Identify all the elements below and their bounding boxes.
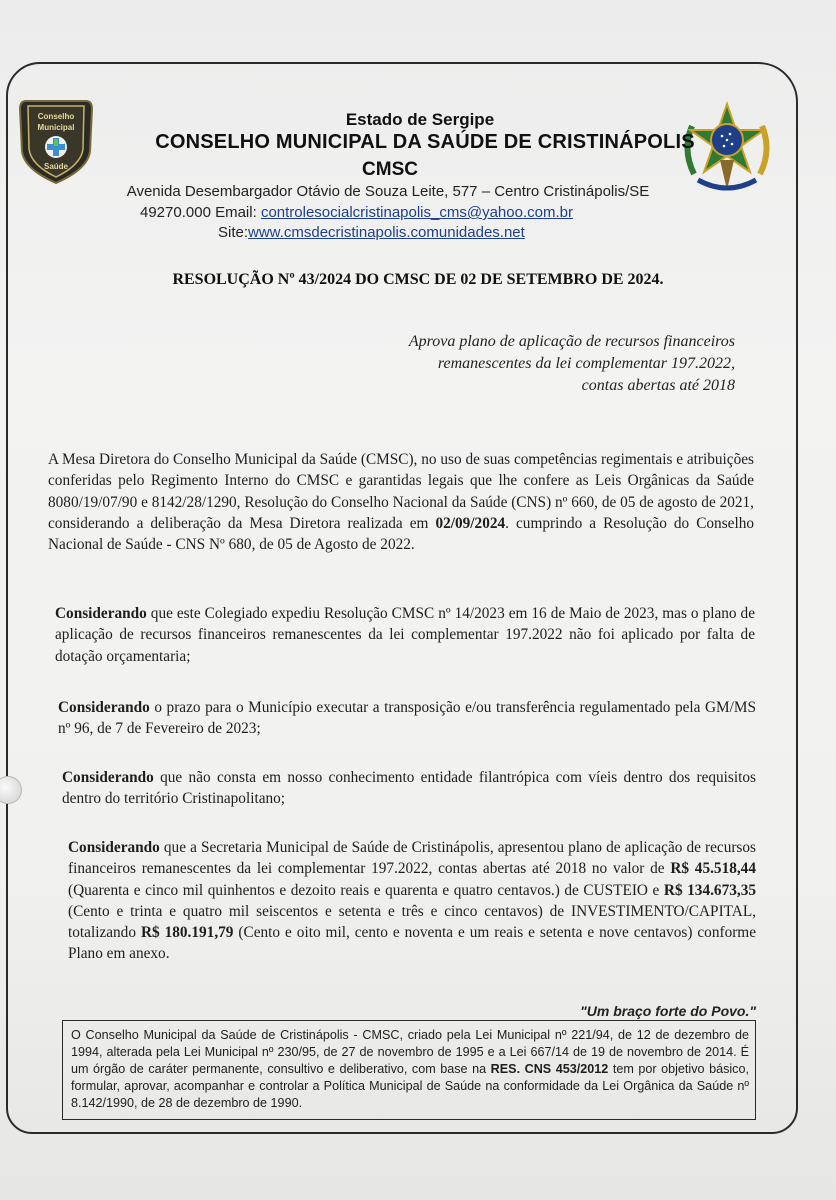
resolution-title: RESOLUÇÃO Nº 43/2024 DO CMSC DE 02 DE SETEMBRO DE 2024. [172,271,664,288]
site-label: Site: [218,224,249,241]
email-link[interactable]: controlesocialcristinapolis_cms@yahoo.com.br [260,204,573,221]
amount-investimento: R$ 134.673,35 [663,881,756,899]
considerando-paragraph-4: Considerando que a Secretaria Municipal de Saúde de Cristinápolis, apresentou plano de aplicação de recursos financeiros remanescentes da lei complementar 197.2022, contas abertas até 2018 no valor de R$ 45.518,44 (Quarenta e cinco mil quinhentos e dezoito reais e quarenta e quatro centavos.) de CUSTEIO e R$ 134.673,35 (Cento e trinta e quatro mil seiscentos e setenta e três e cinco centavos) de INVESTIMENTO/CAPITAL, totalizando R$ 180.191,79 (Cento e oito mil, cento e noventa e um reais e setenta e nove centavos) conforme Plano em anexo. [68,839,756,963]
address-line: Avenida Desembargador Otávio de Souza Leite, 577 – Centro Cristinápolis/SE [126,183,650,200]
badge-text-1: Conselho [37,112,75,121]
council-badge-logo [18,95,94,185]
considerando-paragraph-2: Considerando o prazo para o Município executar a transposição e/ou transferência regulamentado pela GM/MS nº 96, de 7 de Fevereiro de 2023; [58,699,756,738]
site-link[interactable]: www.cmsdecristinapolis.comunidades.net [248,224,525,241]
state-name: Estado de Sergipe [345,110,495,129]
preamble-paragraph: A Mesa Diretora do Conselho Municipal da Saúde (CMSC), no uso de suas competências regimentais e atribuições conferidas pelo Regimento Interno do CMSC e garantidas legais que lhe confere as Leis Orgânicas da Saúde 8080/19/07/90 e 8142/28/1290, Resolução do Conselho Nacional da Saúde (CNS) nº 660, de 05 de agosto de 2021, considerando a deliberação da Mesa Diretora realizada em 02/09/2024. cumprindo a Resolução do Conselho Nacional de Saúde - CNS Nº 680, de 05 de Agosto de 2022. [48,451,754,554]
summary-line: contas abertas até 2018 [581,377,735,394]
footer-box: O Conselho Municipal da Saúde de Cristinápolis - CMSC, criado pela Lei Municipal nº 221/94, de 12 de dezembro de 1994, alterada pela Lei Municipal nº 230/95, de 27 de novembro de 1995 e a Lei 667/14 de 19 de novembro de 2014. É um órgão de caráter permanente, consultivo e deliberativo, com base na RES. CNS 453/2012 tem por objetivo básico, formular, aprovar, acompanhar e controlar a Política Municipal de Saúde na conformidade da Lei Orgânica da Saúde nº 8.142/1990, de 28 de dezembro de 1990. [62,1020,756,1120]
council-abbreviation: CMSC [362,159,418,180]
council-name: CONSELHO MUNICIPAL DA SAÚDE DE CRISTINÁPOLIS [155,131,695,153]
email-label: Email: [215,204,257,221]
summary-line: remanescentes da lei complementar 197.2022, [437,355,735,372]
site-line [218,224,638,241]
badge-text-3: Saúde [43,162,69,171]
meeting-date: 02/09/2024 [435,514,506,532]
postal-code: 49270.000 [140,204,211,221]
badge-text-2: Municipal [37,123,75,132]
footer-res-reference: RES. CNS 453/2012 [490,1062,609,1076]
considerando-paragraph-1: Considerando que este Colegiado expediu Resolução CMSC nº 14/2023 em 16 de Maio de 2023, mas o plano de aplicação de recursos financeiros remanescentes da lei complementar 197.2022 não foi aplicado por falta de dotação orçamentaria; [55,605,755,665]
considerando-paragraph-3: Considerando que não consta em nosso conhecimento entidade filantrópica com víeis dentro dos requisitos dentro do território Cristinapolitano; [62,769,756,808]
summary-line: Aprova plano de aplicação de recursos financeiros [408,333,735,350]
resolution-summary [330,331,735,397]
page-border [6,62,798,1134]
amount-custeio: R$ 45.518,44 [670,860,756,878]
amount-total: R$ 180.191,79 [140,924,234,942]
cep-email-line [140,204,740,221]
motto: "Um braço forte do Povo." [580,1003,756,1019]
